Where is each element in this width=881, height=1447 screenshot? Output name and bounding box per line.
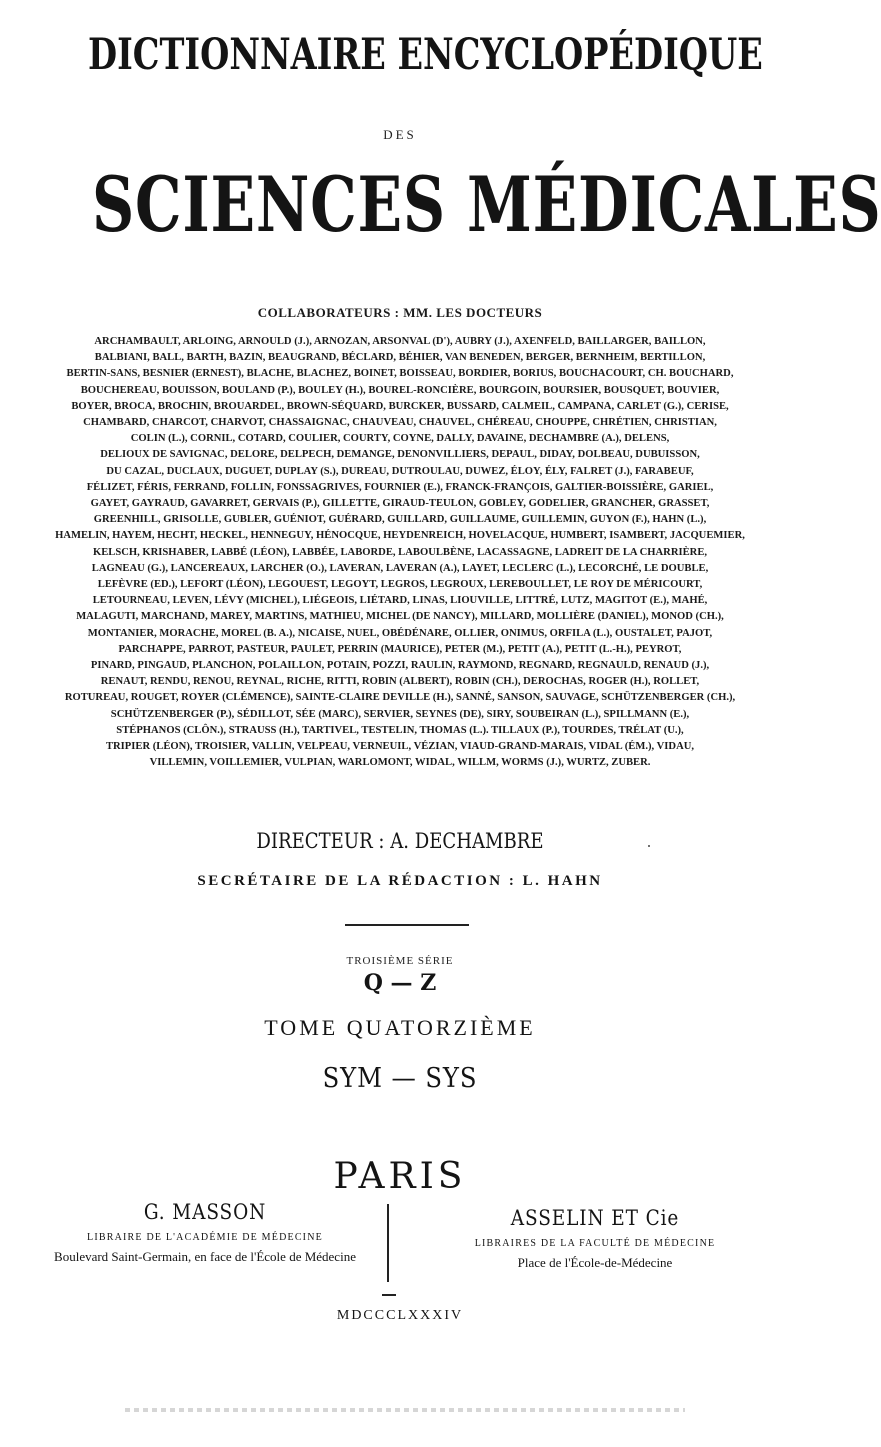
- collaborators-line: ARCHAMBAULT, ARLOING, ARNOULD (J.), ARNOZAN, ARSONVAL (D'), AUBRY (J.), AXENFELD, BAILLARGER, BAILLON,: [94, 336, 706, 347]
- title-des: DES: [383, 127, 417, 142]
- collaborators-line: PINARD, PINGAUD, PLANCHON, POLAILLON, POTAIN, POZZI, RAULIN, RAYMOND, REGNARD, REGNAULD, RENAUD (J.),: [90, 660, 710, 672]
- collaborators-line: FÉLIZET, FÉRIS, FERRAND, FOLLIN, FONSSAGRIVES, FOURNIER (E.), FRANCK-FRANÇOIS, GALTIER-BOISSIÈRE, GARIEL,: [86, 481, 714, 493]
- collaborators-line: LETOURNEAU, LEVEN, LÉVY (MICHEL), LIÉGEOIS, LIÉTARD, LINAS, LIOUVILLE, LITTRÉ, LUTZ, MAGITOT (E.), MAHÉ,: [92, 595, 708, 607]
- publisher-masson-name: G. MASSON: [143, 1200, 267, 1224]
- collaborators-line: MALAGUTI, MARCHAND, MAREY, MARTINS, MATHIEU, MICHEL (DE NANCY), MILLARD, MOLLIÈRE (DANIEL), MONOD (CH.),: [76, 611, 724, 623]
- collaborators-line: BERTIN-SANS, BESNIER (ERNEST), BLACHE, BLACHEZ, BOINET, BOISSEAU, BORDIER, BORIUS, BOUCHACOURT, CH. BOUCHARD,: [66, 368, 734, 380]
- letter-range: Q — Z: [363, 970, 437, 996]
- tome-label: TOME QUATORZIÈME: [264, 1015, 536, 1040]
- publisher-asselin-address: Place de l'École-de-Médecine: [517, 1255, 673, 1270]
- collaborators-line: STÉPHANOS (CLÔN.), STRAUSS (H.), TARTIVEL, TESTELIN, THOMAS (L.). TILLAUX (P.), TOURDES, TRÉLAT (U.),: [116, 724, 684, 736]
- title-sciences-medicales: SCIENCES MÉDICALES: [92, 160, 881, 249]
- collaborators-line: PARCHAPPE, PARROT, PASTEUR, PAULET, PERRIN (MAURICE), PETER (M.), PETIT (A.), PETIT (L.-H.), PEYROT,: [118, 643, 682, 655]
- volume-letters: SYM — SYS: [322, 1063, 478, 1094]
- publisher-divider: [387, 1204, 389, 1282]
- short-rule: [382, 1294, 396, 1296]
- publisher-asselin-name: ASSELIN ET Cie: [510, 1206, 680, 1230]
- collaborators-line: SCHÜTZENBERGER (P.), SÉDILLOT, SÉE (MARC), SERVIER, SEYNES (DE), SIRY, SOUBEIRAN (L.), SPILLMANN (E.),: [110, 708, 690, 720]
- collaborators-line: LAGNEAU (G.), LANCEREAUX, LARCHER (O.), LAVERAN, LAVERAN (A.), LAYET, LECLERC (L.), LECORCHÉ, LE DOUBLE,: [91, 562, 709, 574]
- collaborators-line: MONTANIER, MORACHE, MOREL (B. A.), NICAISE, NUEL, OBÉDÉNARE, OLLIER, ONIMUS, ORFILA (L.), OUSTALET, PAJOT,: [87, 627, 713, 639]
- collaborators-list: [38, 334, 762, 771]
- publisher-masson-address: Boulevard Saint-Germain, en face de l'École de Médecine: [54, 1249, 356, 1264]
- collaborators-line: HAMELIN, HAYEM, HECHT, HECKEL, HENNEGUY, HÉNOCQUE, HEYDENREICH, HOVELACQUE, HUMBERT, ISAMBERT, JACQUEMIER,: [55, 530, 745, 542]
- collaborators-line: KELSCH, KRISHABER, LABBÉ (LÉON), LABBÉE, LABORDE, LABOULBÈNE, LACASSAGNE, LADREIT DE LA CHARRIÈRE,: [92, 546, 708, 558]
- collaborators-line: BALBIANI, BALL, BARTH, BAZIN, BEAUGRAND, BÉCLARD, BÉHIER, VAN BENEDEN, BERGER, BERNHEIM, BERTILLON,: [94, 352, 706, 364]
- directeur-line: DIRECTEUR : A. DECHAMBRE: [256, 829, 544, 853]
- collaborators-line: LEFÈVRE (ED.), LEFORT (LÉON), LEGOUEST, LEGOYT, LEGROS, LEGROUX, LEREBOULLET, LE ROY DE MÉRICOURT,: [97, 579, 703, 591]
- publisher-masson: [40, 1200, 370, 1265]
- collaborators-line: BOYER, BROCA, BROCHIN, BROUARDEL, BROWN-SÉQUARD, BURCKER, BUSSARD, CALMEIL, CAMPANA, CARLET (G.), CERISE,: [71, 400, 729, 412]
- title-dictionnaire: DICTIONNAIRE ENCYCLOPÉDIQUE: [88, 30, 763, 80]
- collaborators-line: GAYET, GAYRAUD, GAVARRET, GERVAIS (P.), GILLETTE, GIRAUD-TEULON, GOBLEY, GODELIER, GRANCHER, GRASSET,: [90, 498, 710, 510]
- collaborators-line: VILLEMIN, VOILLEMIER, VULPIAN, WARLOMONT, WIDAL, WILLM, WORMS (J.), WURTZ, ZUBER.: [149, 757, 651, 769]
- publisher-asselin: [420, 1206, 770, 1271]
- collaborators-line: TRIPIER (LÉON), TROISIER, VALLIN, VELPEAU, VERNEUIL, VÉZIAN, VIAUD-GRAND-MARAIS, VIDAL (ÉM.), VIDAU,: [105, 741, 695, 753]
- scan-bleed-marks: [125, 1408, 685, 1412]
- collaborators-line: GREENHILL, GRISOLLE, GUBLER, GUÉNIOT, GUÉRARD, GUILLARD, GUILLAUME, GUILLEMIN, GUYON (F.), HAHN (L.),: [93, 514, 707, 526]
- publication-year: MDCCCLXXXIV: [336, 1308, 464, 1323]
- publisher-masson-title: LIBRAIRE DE L'ACADÉMIE DE MÉDECINE: [87, 1232, 323, 1243]
- collaborators-line: ROTUREAU, ROUGET, ROYER (CLÉMENCE), SAINTE-CLAIRE DEVILLE (H.), SANNÉ, SANSON, SAUVAGE, SCHÜTZENBERGER (CH.),: [64, 692, 736, 704]
- serie-label: TROISIÈME SÉRIE: [346, 955, 454, 967]
- collaborators-line: RENAUT, RENDU, RENOU, REYNAL, RICHE, RITTI, ROBIN (ALBERT), ROBIN (CH.), DEROCHAS, ROGER (H.), ROLLET,: [100, 676, 700, 688]
- collaborators-line: COLIN (L.), CORNIL, COTARD, COULIER, COURTY, COYNE, DALLY, DAVAINE, DECHAMBRE (A.), DELENS,: [130, 433, 670, 445]
- divider-rule: [345, 924, 469, 926]
- collaborators-line: CHAMBARD, CHARCOT, CHARVOT, CHASSAIGNAC, CHAUVEAU, CHAUVEL, CHÉREAU, CHOUPPE, CHRÉTIEN, CHRISTIAN,: [83, 417, 717, 429]
- collaborators-line: DU CAZAL, DUCLAUX, DUGUET, DUPLAY (S.), DUREAU, DUTROULAU, DUWEZ, ÉLOY, ÉLY, FALRET (J.), FARABEUF,: [106, 465, 694, 477]
- city-paris: PARIS: [333, 1156, 467, 1197]
- collaborators-line: DELIOUX DE SAVIGNAC, DELORE, DELPECH, DEMANGE, DENONVILLIERS, DEPAUL, DIDAY, DOLBEAU, DUBUISSON,: [100, 449, 700, 461]
- publisher-asselin-title: LIBRAIRES DE LA FACULTÉ DE MÉDECINE: [474, 1238, 716, 1249]
- collaborators-line: BOUCHEREAU, BOUISSON, BOULAND (P.), BOULEY (H.), BOUREL-RONCIÈRE, BOURGOIN, BOURSIER, BOUSQUET, BOUVIER,: [80, 384, 720, 396]
- ink-speck: [648, 845, 650, 847]
- secretaire-line: SECRÉTAIRE DE LA RÉDACTION : L. HAHN: [197, 873, 603, 889]
- collaborators-heading: COLLABORATEURS : MM. LES DOCTEURS: [257, 305, 543, 320]
